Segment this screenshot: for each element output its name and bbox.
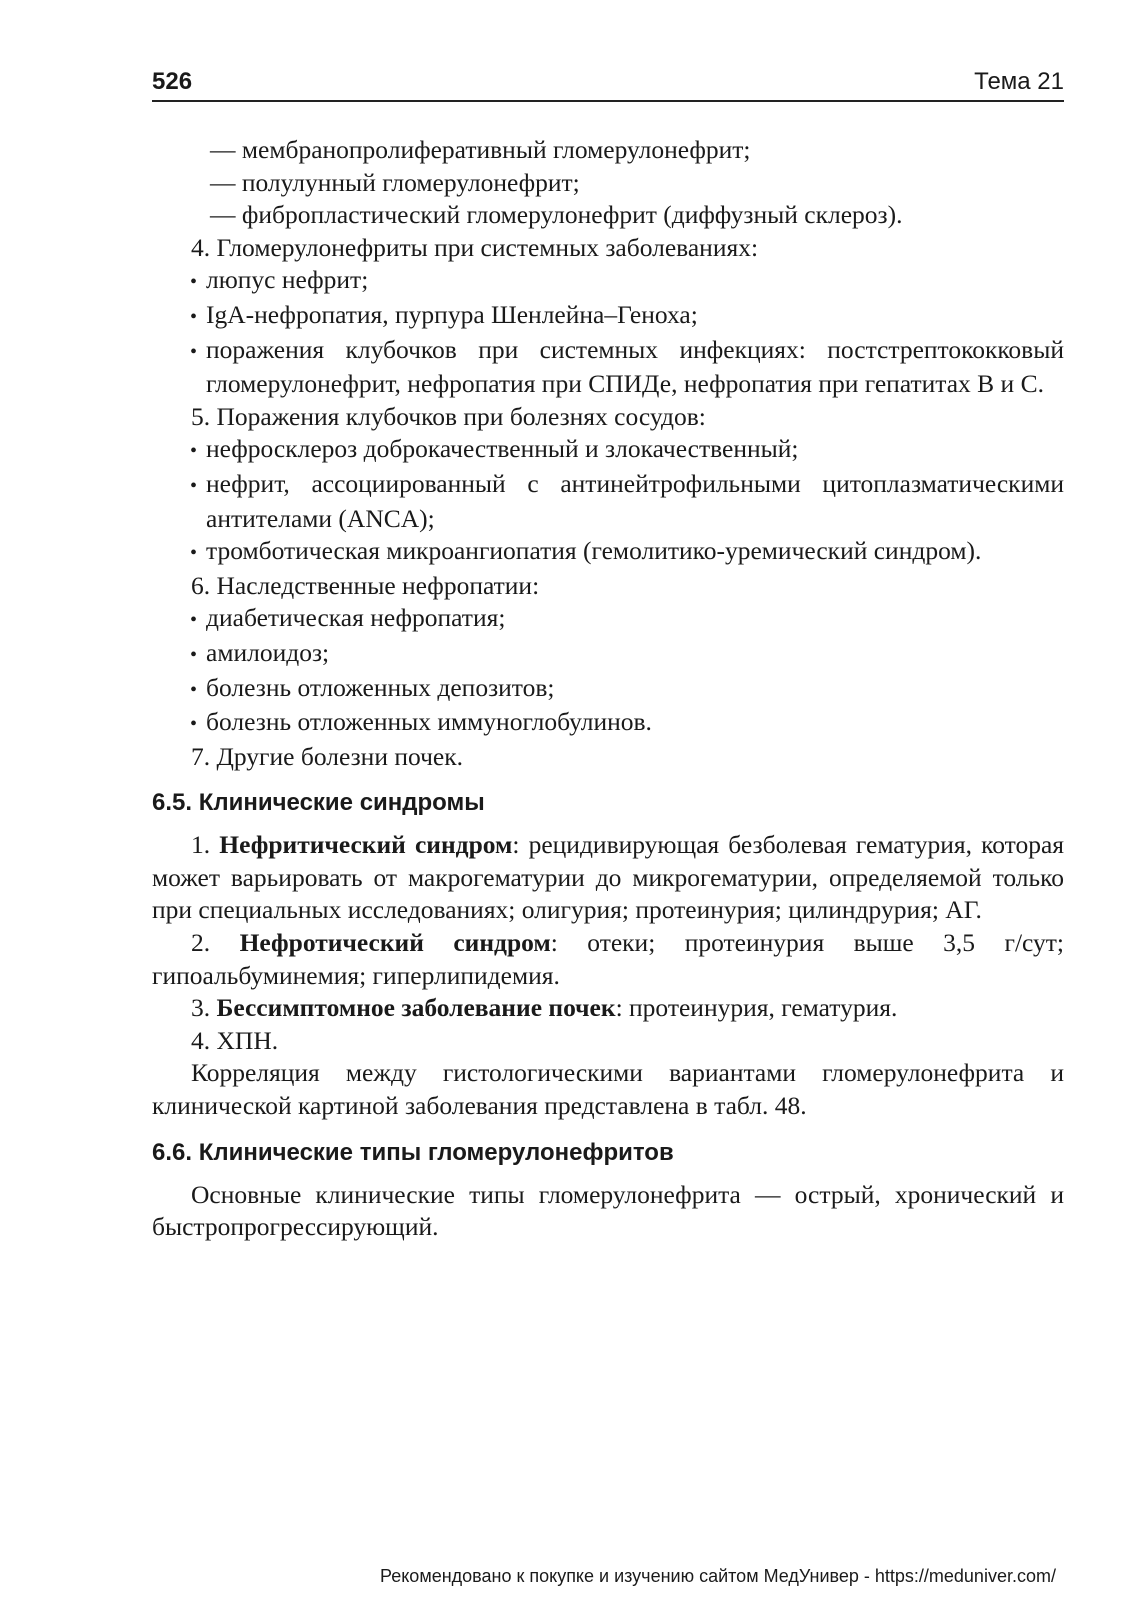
paragraph: 2. Нефротический синдром: отеки; протеинурия выше 3,5 г/сут; гипоальбуминемия; гиперлипидемия. <box>152 928 1065 990</box>
bullet-item: • нефрит, ассоциированный с антинейтрофильными цитоплазматическими антителами (ANCA); <box>152 468 1064 535</box>
bullet-item: • болезнь отложенных иммуноглобулинов. <box>152 706 1064 741</box>
paragraph: Основные клинические типы гломерулонефрита — острый, хронический и быстропрогрессирующий. <box>152 1179 1064 1242</box>
bullet-item: • тромботическая микроангиопатия (гемолитико-уремический синдром). <box>152 535 1064 570</box>
footer-note: Рекомендовано к покупке и изучению сайтом МедУнивер - https://meduniver.com/ <box>380 1566 1056 1586</box>
paragraph: 1. Нефритический синдром: рецидивирующая безболевая гематурия, которая может варьировать от макрогематурии до микрогематурии, определяемой только при специальных исследованиях; олигурия; протеинурия; цилиндрурия; АГ. <box>152 830 1065 925</box>
bullet-item: • амилоидоз; <box>152 637 1064 672</box>
bullet-item: • поражения клубочков при системных инфекциях: постстрептококковый гломерулонефрит, нефропатия при СПИДе, нефропатия при гепатитах В и С. <box>152 334 1064 401</box>
section-heading: 6.6. Клинические типы гломерулонефритов <box>152 1138 674 1166</box>
page-body <box>152 134 1064 1244</box>
section-heading: 6.5. Клинические синдромы <box>152 789 485 817</box>
bullet-item: • нефросклероз доброкачественный и злокачественный; <box>152 433 1064 468</box>
bullet-item: • IgA-нефропатия, пурпура Шенлейна–Геноха; <box>152 299 1064 334</box>
term-bold: Нефротический синдром <box>239 928 551 958</box>
numbered-item: 5. Поражения клубочков при болезнях сосудов: <box>191 401 706 431</box>
numbered-item: 7. Другие болезни почек. <box>191 741 463 771</box>
bullet-item: • диабетическая нефропатия; <box>152 602 1064 637</box>
list-item: — мембранопролиферативный гломерулонефрит; <box>210 135 751 164</box>
paragraph: 3. Бессимптомное заболевание почек: протеинурия, гематурия. <box>191 993 898 1023</box>
page-header <box>152 64 1064 102</box>
numbered-item: 6. Наследственные нефропатии: <box>191 570 540 600</box>
term-bold: Бессимптомное заболевание почек <box>216 993 616 1023</box>
paragraph: Корреляция между гистологическими вариантами гломерулонефрита и клинической картиной заболевания представлена в табл. 48. <box>152 1058 1064 1121</box>
term-bold: Нефритический синдром <box>219 830 513 860</box>
list-item: — фибропластический гломерулонефрит (диффузный склероз). <box>210 200 903 230</box>
list-item: — полулунный гломерулонефрит; <box>210 167 580 197</box>
bullet-item: • люпус нефрит; <box>152 264 1064 299</box>
bullet-item: • болезнь отложенных депозитов; <box>152 672 1064 707</box>
running-title: Тема 21 <box>974 68 1064 95</box>
page-number: 526 <box>152 68 193 95</box>
numbered-item: 4. Гломерулонефриты при системных заболеваниях: <box>191 232 759 262</box>
paragraph: 4. ХПН. <box>191 1025 279 1055</box>
